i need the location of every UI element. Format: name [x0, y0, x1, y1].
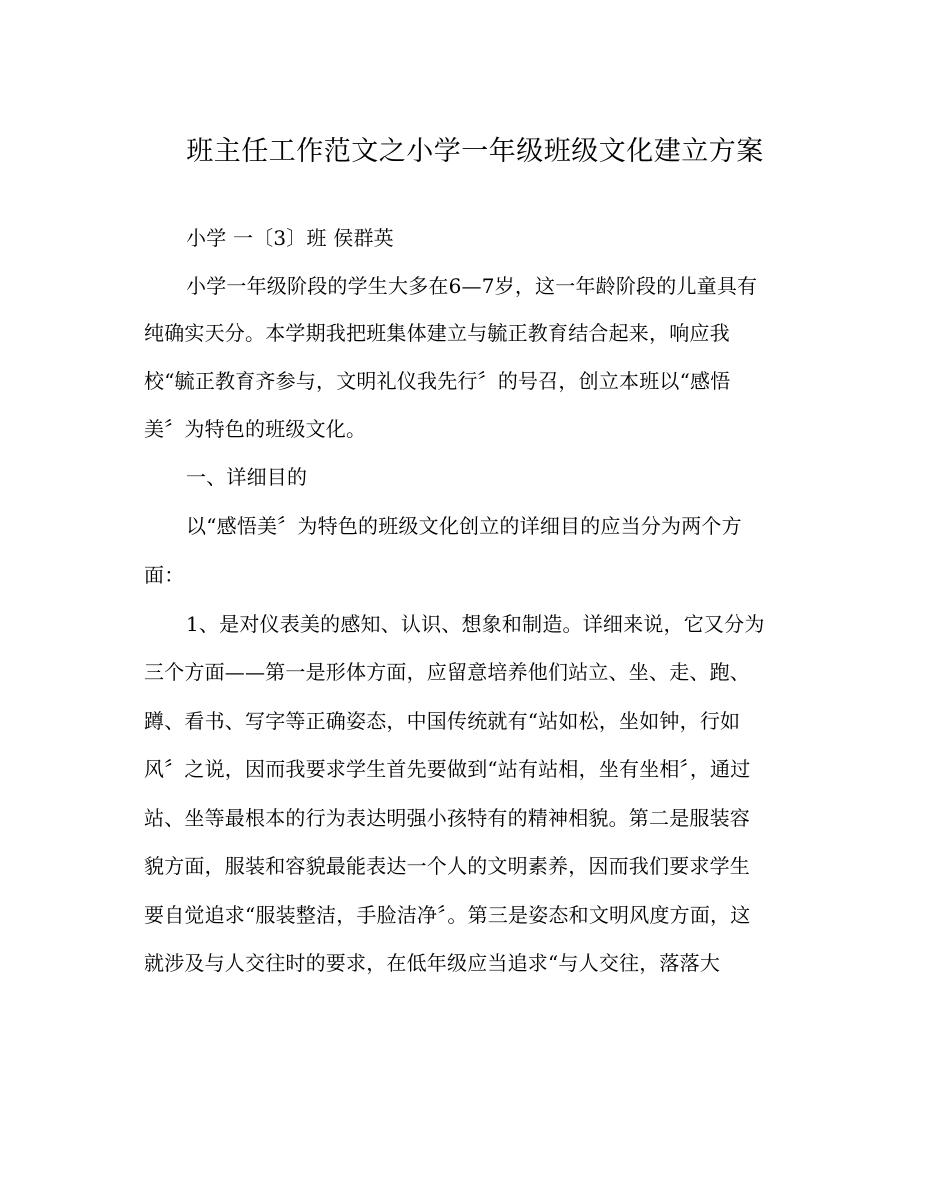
paragraph-line: 小学一年级阶段的学生大多在6—7岁，这一年龄阶段的儿童具有 [186, 274, 758, 298]
paragraph-line: 站、坐等最根本的行为表达明强小孩特有的精神相貌。第二是服装容 [144, 806, 750, 830]
paragraph-line: 校“毓正教育齐参与，文明礼仪我先行〞的号召，创立本班以“感悟 [144, 369, 731, 393]
paragraph-line: 貌方面，服装和容貌最能表达一个人的文明素养，因而我们要求学生 [144, 854, 750, 878]
paragraph-line: 美〞为特色的班级文化。 [144, 417, 367, 441]
author-line: 小学 一〔3〕班 侯群英 [186, 226, 394, 250]
paragraph-line: 蹲、看书、写字等正确姿态，中国传统就有“站如松，坐如钟，行如 [144, 709, 741, 733]
paragraph-line: 面： [144, 563, 185, 587]
section-heading: 一、详细目的 [186, 465, 308, 489]
paragraph-line: 要自觉追求“服装整洁，手脸洁净〞。第三是姿态和文明风度方面，这 [144, 903, 751, 927]
paragraph-line: 纯确实天分。本学期我把班集体建立与毓正教育结合起来，响应我 [144, 321, 730, 345]
paragraph-line: 风〞之说，因而我要求学生首先要做到“站有站相，坐有坐相〞，通过 [144, 757, 751, 781]
document-title: 班主任工作范文之小学一年级班级文化建立方案 [186, 136, 764, 167]
paragraph-line: 三个方面——第一是形体方面，应留意培养他们站立、坐、走、跑、 [144, 660, 750, 684]
paragraph-line: 就涉及与人交往时的要求，在低年级应当追求“与人交往，落落大 [144, 951, 721, 975]
paragraph-line: 1、是对仪表美的感知、认识、想象和制造。详细来说，它又分为 [186, 612, 765, 636]
paragraph-line: 以“感悟美〞为特色的班级文化创立的详细目的应当分为两个方 [186, 514, 742, 538]
